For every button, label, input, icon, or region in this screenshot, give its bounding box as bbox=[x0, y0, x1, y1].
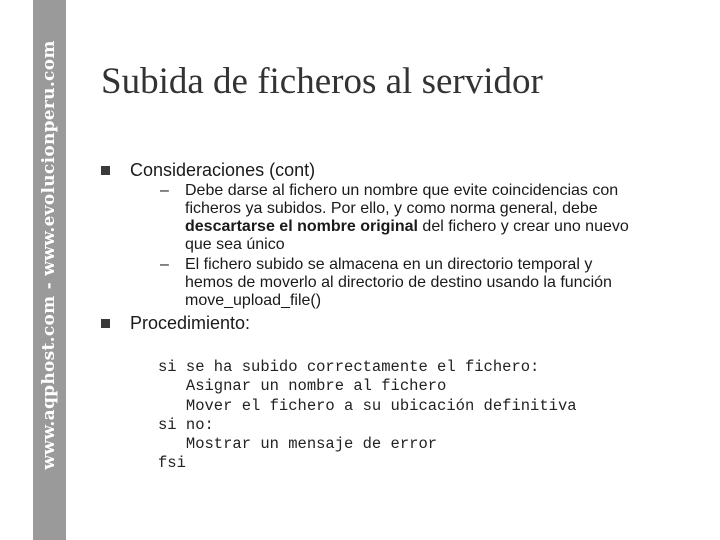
emphasis-text: descartarse el nombre original bbox=[185, 218, 418, 235]
bullet-consideraciones: Consideraciones (cont) bbox=[130, 160, 316, 180]
sub-item-directorio-line1: El fichero subido se almacena en un directorio temporal y bbox=[185, 256, 593, 273]
bullet-square-icon bbox=[101, 166, 110, 175]
sub-item-nombre-line2: ficheros ya subidos. Por ello, y como norma general, debe bbox=[185, 200, 598, 217]
sub-dash-1: – bbox=[160, 182, 169, 199]
bullet-procedimiento: Procedimiento: bbox=[130, 313, 251, 333]
pseudocode-block: si se ha subido correctamente el fichero: Asignar un nombre al fichero Mover el fichero a su ubicación definitiva si no: Mostrar un mensaje de error fsi bbox=[158, 358, 577, 473]
slide-title: Subida de ficheros al servidor bbox=[101, 61, 543, 102]
sub-item-directorio-line3: move_upload_file() bbox=[185, 292, 322, 309]
side-watermark-text: www.aqphost.com - www.evolucionperu.com bbox=[39, 40, 59, 470]
sub-item-nombre-line3 bbox=[185, 218, 685, 236]
bullet-square-icon bbox=[101, 319, 110, 328]
sub-item-nombre-line3-rest: del fichero y crear uno nuevo bbox=[417, 218, 629, 235]
sub-item-nombre bbox=[185, 182, 685, 254]
sub-dash-2: – bbox=[160, 256, 169, 273]
sub-item-directorio-line2: hemos de moverlo al directorio de destino usando la función bbox=[185, 274, 612, 291]
sub-item-nombre-line4: que sea único bbox=[185, 236, 285, 253]
sub-item-directorio bbox=[185, 256, 685, 310]
sub-item-nombre-line1: Debe darse al fichero un nombre que evite coincidencias con bbox=[185, 182, 619, 199]
